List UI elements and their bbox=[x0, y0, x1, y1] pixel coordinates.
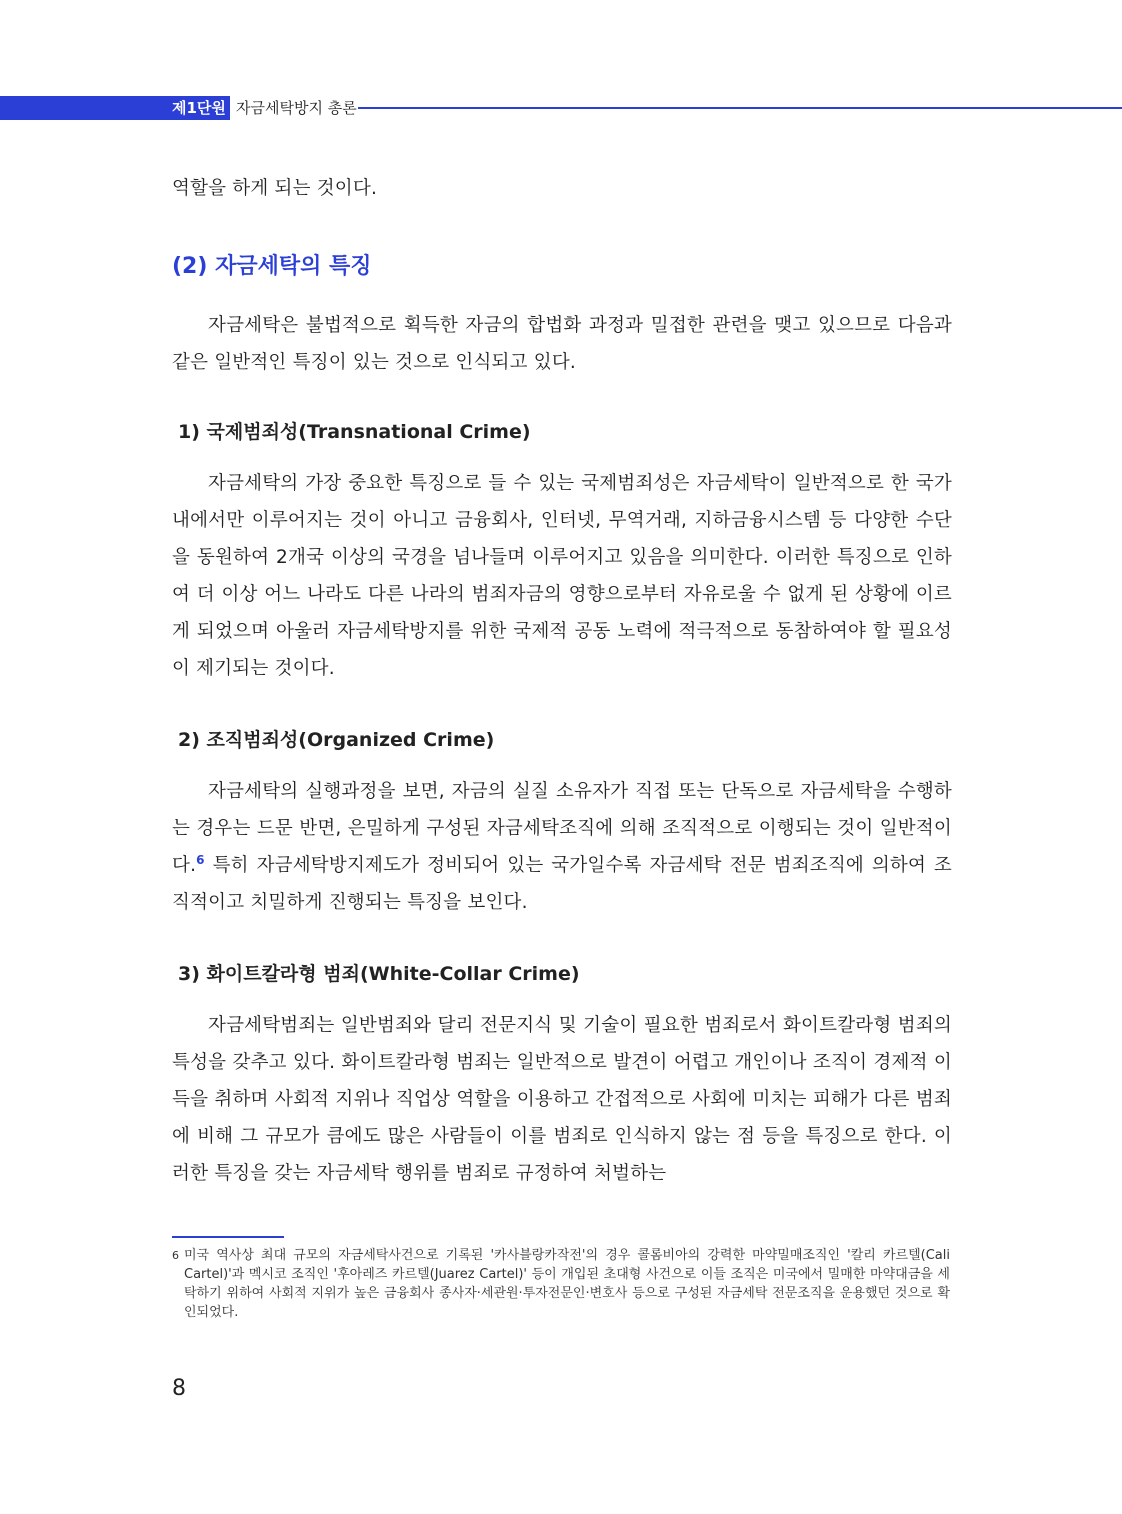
subsection-body-3: 자금세탁범죄는 일반범죄와 달리 전문지식 및 기술이 필요한 범죄로서 화이트칼라형 범죄의 특성을 갖추고 있다. 화이트칼라형 범죄는 일반적으로 발견이 어렵고 개인이나 조직이 경제적 이득을 취하며 사회적 지위나 직업상 역할을 이용하고 간접적으로 사회에 미치는 피해가 다른 범죄에 비해 그 규모가 큼에도 많은 사람들이 이를 범죄로 인식하지 않는 점 등을 특징으로 한다. 이러한 특징을 갖는 자금세탁 행위를 범죄로 규정하여 처벌하는 bbox=[172, 1015, 952, 1184]
footnote-number: 6 bbox=[172, 1249, 179, 1262]
footnote-ref[interactable]: 6 bbox=[196, 852, 205, 867]
page-content bbox=[172, 170, 952, 1192]
page-number: 8 bbox=[172, 1376, 186, 1401]
section-title: (2) 자금세탁의 특징 bbox=[172, 254, 372, 279]
footnote-text: 미국 역사상 최대 규모의 자금세탁사건으로 기록된 '카사블랑카작전'의 경우 콜롬비아의 강력한 마약밀매조직인 '칼리 카르텔(Cali Cartel)'과 멕시코 조직인 '후아레즈 카르텔(Juarez Cartel)' 등이 개입된 초대형 사건으로 이들 조직은 미국에서 밀매한 마약대금을 세탁하기 위하여 사회적 지위가 높은 금융회사 종사자·세관원·투자전문인·변호사 등으로 구성된 자금세탁 전문조직을 운용했던 것으로 확인되었다. bbox=[184, 1248, 950, 1320]
section-lead: 자금세탁은 불법적으로 획득한 자금의 합법화 과정과 밀접한 관련을 맺고 있으므로 다음과 같은 일반적인 특징이 있는 것으로 인식되고 있다. bbox=[172, 315, 952, 373]
subsection-title-2: 2) 조직범죄성(Organized Crime) bbox=[178, 729, 495, 751]
page-header bbox=[0, 96, 1122, 120]
subsection-title-1: 1) 국제범죄성(Transnational Crime) bbox=[178, 421, 531, 443]
subsection-body-1: 자금세탁의 가장 중요한 특징으로 들 수 있는 국제범죄성은 자금세탁이 일반적으로 한 국가 내에서만 이루어지는 것이 아니고 금융회사, 인터넷, 무역거래, 지하금융시스템 등 다양한 수단을 동원하여 2개국 이상의 국경을 넘나들며 이루어지고 있음을 의미한다. 이러한 특징으로 인하여 더 이상 어느 나라도 다른 나라의 범죄자금의 영향으로부터 자유로울 수 없게 된 상황에 이르게 되었으며 아울러 자금세탁방지를 위한 국제적 공동 노력에 적극적으로 동참하여야 할 필요성이 제기되는 것이다. bbox=[172, 473, 952, 679]
intro-line: 역할을 하게 되는 것이다. bbox=[172, 178, 378, 199]
subsection-body-2b: 특히 자금세탁방지제도가 정비되어 있는 국가일수록 자금세탁 전문 범죄조직에 의하여 조직적이고 치밀하게 진행되는 특징을 보인다. bbox=[172, 855, 952, 913]
chapter-badge: 제1단원 bbox=[168, 96, 230, 120]
subsection-title-3: 3) 화이트칼라형 범죄(White-Collar Crime) bbox=[178, 963, 580, 985]
header-rule bbox=[358, 107, 1122, 109]
header-accent-bar bbox=[0, 96, 168, 120]
subsection-body-2 bbox=[172, 773, 952, 921]
footnote-rule bbox=[172, 1236, 284, 1238]
subsection-body-2a: 자금세탁의 실행과정을 보면, 자금의 실질 소유자가 직접 또는 단독으로 자금세탁을 수행하는 경우는 드문 반면, 은밀하게 구성된 자금세탁조직에 의해 조직적으로 이행되는 것이 일반적이다. bbox=[172, 781, 952, 876]
footnote bbox=[172, 1246, 952, 1322]
chapter-title: 자금세탁방지 총론 bbox=[236, 99, 357, 117]
